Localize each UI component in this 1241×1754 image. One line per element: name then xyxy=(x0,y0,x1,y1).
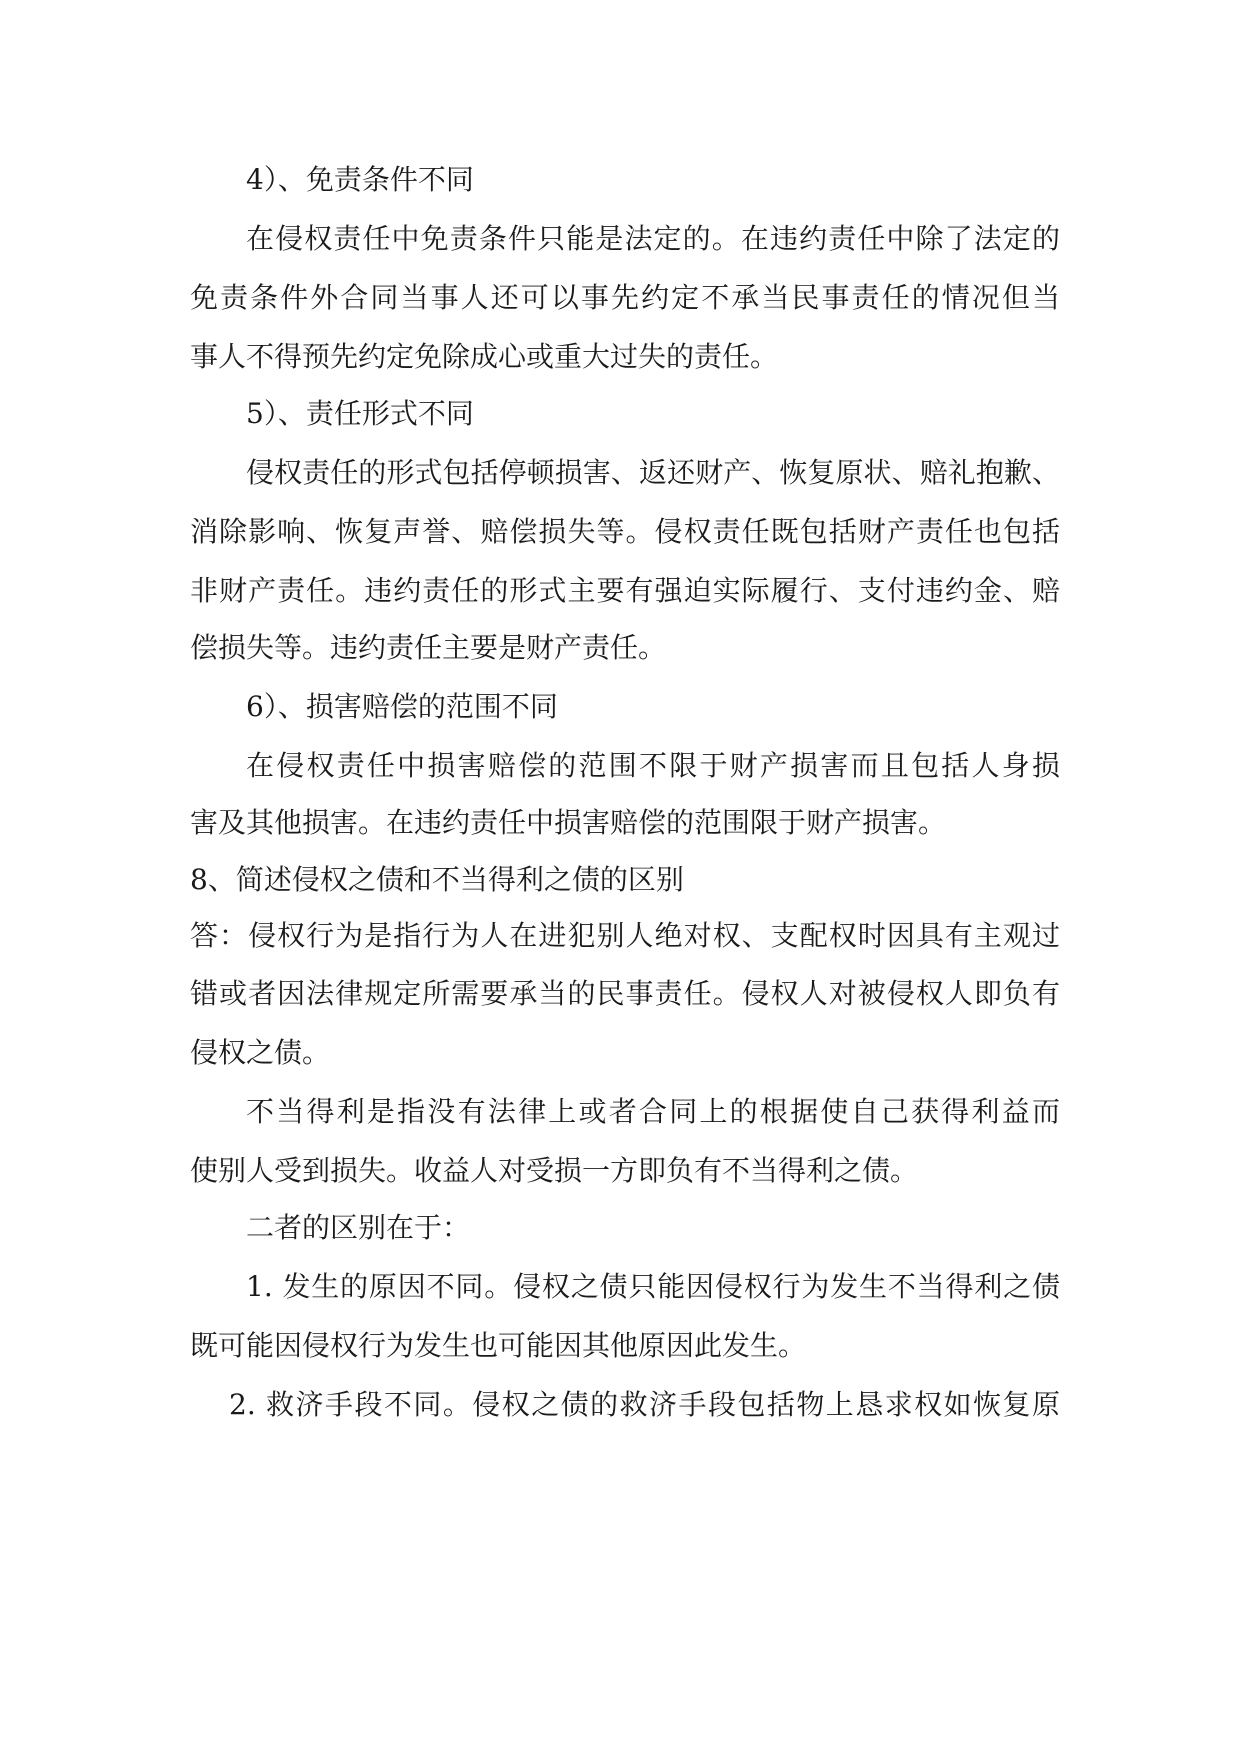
paragraph-line: 消除影响、恢复声誉、赔偿损失等。侵权责任既包括财产责任也包括 xyxy=(190,515,1060,548)
answer-line: 错或者因法律规定所需要承当的民事责任。侵权人对被侵权人即负有 xyxy=(190,977,1060,1010)
list-item-line: 1. 发生的原因不同。侵权之债只能因侵权行为发生不当得利之债 xyxy=(246,1270,1060,1303)
list-item-line: 2. 救济手段不同。侵权之债的救济手段包括物上恳求权如恢复原 xyxy=(229,1388,1060,1421)
question-heading: 8、简述侵权之债和不当得利之债的区别 xyxy=(190,863,684,896)
answer-line: 答：侵权行为是指行为人在进犯别人绝对权、支配权时因具有主观过 xyxy=(190,919,1060,952)
paragraph-line: 二者的区别在于： xyxy=(246,1211,471,1244)
paragraph-line: 在侵权责任中损害赔偿的范围不限于财产损害而且包括人身损 xyxy=(246,749,1060,782)
section-heading-damages-scope: 6）、损害赔偿的范围不同 xyxy=(246,690,558,723)
paragraph-line: 非财产责任。违约责任的形式主要有强迫实际履行、支付违约金、赔 xyxy=(190,574,1060,607)
paragraph-line: 偿损失等。违约责任主要是财产责任。 xyxy=(190,631,667,664)
paragraph-line: 不当得利是指没有法律上或者合同上的根据使自己获得利益而 xyxy=(246,1095,1060,1128)
paragraph-line: 在侵权责任中免责条件只能是法定的。在违约责任中除了法定的 xyxy=(246,222,1060,255)
answer-line: 侵权之债。 xyxy=(190,1036,331,1069)
paragraph-line: 侵权责任的形式包括停顿损害、返还财产、恢复原状、赔礼抱歉、 xyxy=(246,456,1060,489)
section-heading-exemption: 4）、免责条件不同 xyxy=(246,163,474,196)
section-heading-liability-form: 5）、责任形式不同 xyxy=(246,397,474,430)
list-item-line: 既可能因侵权行为发生也可能因其他原因此发生。 xyxy=(190,1329,807,1362)
paragraph-line: 免责条件外合同当事人还可以事先约定不承当民事责任的情况但当 xyxy=(190,281,1060,314)
paragraph-line: 事人不得预先约定免除成心或重大过失的责任。 xyxy=(190,340,779,373)
paragraph-line: 害及其他损害。在违约责任中损害赔偿的范围限于财产损害。 xyxy=(190,806,947,839)
paragraph-line: 使别人受到损失。收益人对受损一方即负有不当得利之债。 xyxy=(190,1154,919,1187)
